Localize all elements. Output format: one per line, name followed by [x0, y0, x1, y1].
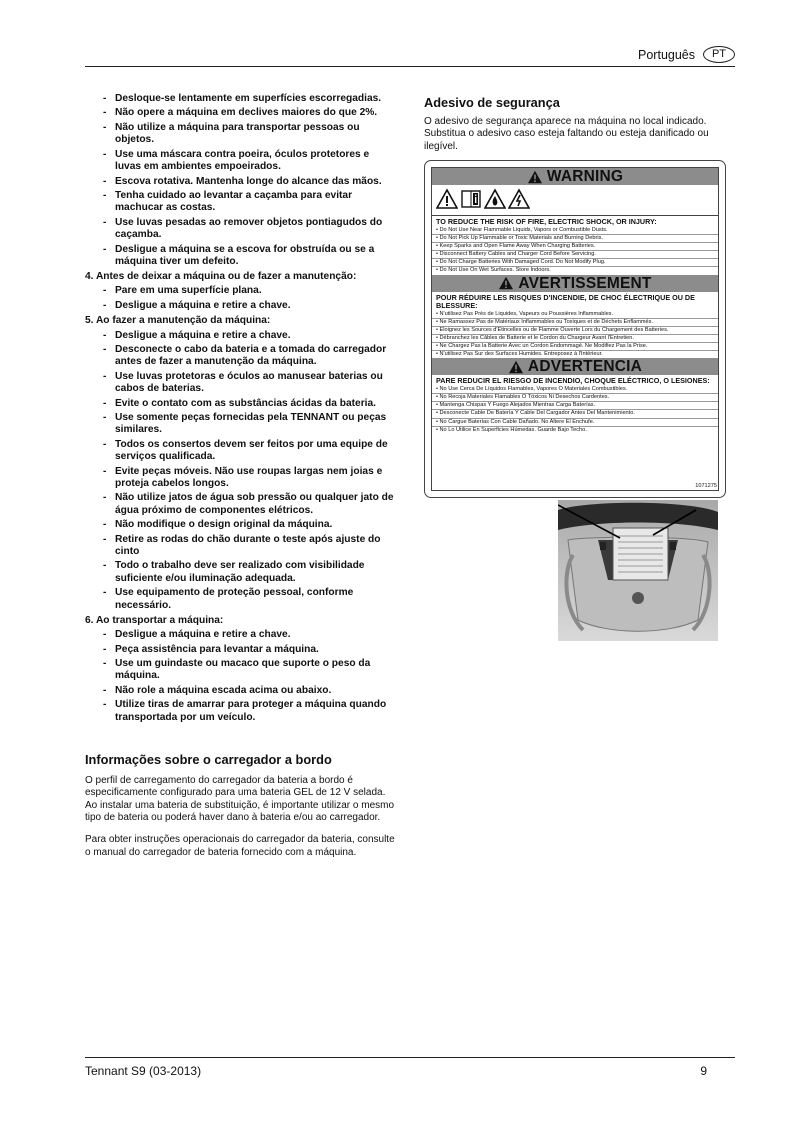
- warning-triangle-icon: [436, 188, 458, 210]
- list-item: - Desligue a máquina e retire a chave.: [85, 300, 395, 312]
- decal-part-number: 1071275: [695, 483, 717, 489]
- numbered-item-6: 6. Ao transportar a máquina:: [85, 614, 224, 626]
- list-item: - Use somente peças fornecidas pela TENNANT ou peças similares.: [85, 412, 395, 437]
- list-item: - Evite peças móveis. Não use roupas largas nem joias e proteja cabelos longos.: [85, 466, 395, 491]
- list-item: - Não opere a máquina em declives maiores do que 2%.: [85, 107, 395, 119]
- list-item: - Peça assistência para levantar a máquina.: [85, 644, 395, 656]
- list-item: - Use luvas protetoras e óculos ao manusear baterias ou cabos de baterias.: [85, 371, 395, 396]
- list-item: - Utilize tiras de amarrar para proteger a máquina quando transportada por um veículo.: [85, 699, 395, 724]
- safety-decal-inner: [431, 167, 719, 491]
- page-footer: [85, 1057, 735, 1080]
- advertencia-line: • No Use Cerca De Líquidos Flamables, Vapores Ó Materiales Combustibles.: [436, 386, 628, 393]
- list-item: - Use uma máscara contra poeira, óculos protetores e luvas em ambientes empoeirados.: [85, 149, 395, 174]
- advertencia-bar: [432, 358, 718, 375]
- language-badge: PT: [703, 46, 735, 63]
- page-header: [85, 44, 735, 67]
- list-item: - Evite o contato com as substâncias ácidas da bateria.: [85, 398, 395, 410]
- numbered-item-5: 5. Ao fazer a manutenção da máquina:: [85, 315, 271, 327]
- avertissement-line: • Éloignez les Sources d'Étincelles ou de Flamme Ouverte Lors du Chargement des Batteries.: [432, 326, 718, 334]
- advertencia-line: • Desconecte Cable De Batería Y Cable Del Cargador Antes Del Mantenimiento.: [432, 409, 718, 417]
- warning-lines: [432, 227, 718, 275]
- safety-label-title: Adesivo de segurança: [424, 95, 560, 110]
- electric-shock-icon: [508, 188, 530, 210]
- avertissement-heading: POUR RÉDUIRE LES RISQUES D'INCENDIE, DE CHOC ÉLECTRIQUE OU DE BLESSURE:: [436, 292, 695, 310]
- item-6-bullets: [85, 629, 395, 724]
- avertissement-line: • Ne Ramassez Pas de Matériaux Inflammables ou Toxiques et de Déchets Enflammés.: [432, 318, 718, 326]
- pictogram-row: [432, 185, 718, 215]
- safety-bullets-continued: [85, 93, 395, 268]
- numbered-item-4: 4. Antes de deixar a máquina ou de fazer a manutenção:: [85, 271, 357, 283]
- list-item: - Não role a máquina escada acima ou abaixo.: [85, 685, 395, 697]
- warning-line: • Keep Sparks and Open Flame Away When Charging Batteries.: [432, 242, 718, 250]
- left-column: [85, 93, 395, 869]
- list-item: - Tenha cuidado ao levantar a caçamba para evitar machucar as costas.: [85, 190, 395, 215]
- fire-hazard-icon: [484, 188, 506, 210]
- list-item: - Desconecte o cabo da bateria e a tomada do carregador antes de fazer a manutenção da máquina.: [85, 344, 395, 369]
- advertencia-line: • No Lo Utilice En Superficies Húmedas. Guarde Bajo Techo.: [432, 426, 718, 434]
- document-title: Tennant S9 (03-2013): [85, 1064, 202, 1078]
- list-item: - Desligue a máquina se a escova for obstruída ou se a máquina tiver um defeito.: [85, 244, 395, 269]
- right-column: [424, 95, 734, 163]
- list-item: - Escova rotativa. Mantenha longe do alcance das mãos.: [85, 176, 395, 188]
- list-item: - Todos os consertos devem ser feitos por uma equipe de serviços qualificada.: [85, 439, 395, 464]
- list-item: - Não modifique o design original da máquina.: [85, 519, 395, 531]
- avertissement-bar: [432, 275, 718, 292]
- list-item: - Use luvas pesadas ao remover objetos pontiagudos do caçamba.: [85, 217, 395, 242]
- warning-line: • Disconnect Battery Cables and Charger Cord Before Servicing.: [432, 250, 718, 258]
- advertencia-lines: [432, 386, 718, 434]
- language-indicator: [638, 46, 735, 63]
- safety-decal: [424, 160, 726, 498]
- list-item: - Desligue a máquina e retire a chave.: [85, 629, 395, 641]
- advertencia-line: • Mantenga Chispas Y Fuego Alejados Mientras Carga Baterías.: [432, 401, 718, 409]
- list-item: - Pare em uma superfície plana.: [85, 285, 395, 297]
- advertencia-heading: PARE REDUCIR EL RIESGO DE INCENDIO, CHOQUE ELÉCTRICO, O LESIONES:: [436, 376, 710, 386]
- list-item: - Use um guindaste ou macaco que suporte o peso da máquina.: [85, 658, 395, 683]
- list-item: - Desligue a máquina e retire a chave.: [85, 330, 395, 342]
- avertissement-title: AVERTISSEMENT: [518, 274, 652, 292]
- warning-triangle-icon: [508, 360, 524, 374]
- list-item: - Use equipamento de proteção pessoal, conforme necessário.: [85, 587, 395, 612]
- charger-paragraph-1: O perfil de carregamento do carregador da bateria a bordo é especificamente configurado para uma bateria GEL de 12 V selada. Ao instalar uma bateria de substituição, é importante utilizar o mesmo tipo de bateria ou poderá haver dano à bateria e/ou ao carregador.: [85, 775, 395, 824]
- advertencia-title: ADVERTENCIA: [527, 358, 643, 376]
- warning-line: • Do Not Use Near Flammable Liquids, Vapors or Combustible Dusts.: [436, 227, 608, 233]
- list-item: - Não utilize a máquina para transportar pessoas ou objetos.: [85, 122, 395, 147]
- warning-triangle-icon: [527, 170, 543, 184]
- item-5-bullets: [85, 330, 395, 612]
- charger-paragraph-2: Para obter instruções operacionais do carregador da bateria, consulte o manual do carregador de bateria fornecido com a máquina.: [85, 834, 395, 858]
- advertencia-line: • No Recoja Materiales Flamables Ó Tóxicos Ni Desechos Cardentes.: [432, 393, 718, 401]
- avertissement-lines: [432, 311, 718, 359]
- list-item: - Retire as rodas do chão durante o teste após ajuste do cinto: [85, 534, 395, 559]
- avertissement-line: • Débranchez les Câbles de Batterie et le Cordon du Chargeur Avant l'Entretien.: [432, 334, 718, 342]
- avertissement-line: • Ne Chargez Pas la Batterie Avec un Cordon Endommagé. Ne Modifiez Pas la Prise.: [432, 342, 718, 350]
- list-item: - Não utilize jatos de água sob pressão ou qualquer jato de água próximo de componentes elétricos.: [85, 492, 395, 517]
- advertencia-line: • No Cargue Baterías Con Cable Dañado. No Altere El Enchufe.: [432, 418, 718, 426]
- charger-section-title: Informações sobre o carregador a bordo: [85, 752, 332, 768]
- warning-bar: [432, 168, 718, 185]
- safety-label-intro: O adesivo de segurança aparece na máquina no local indicado. Substitua o adesivo caso esteja faltando ou esteja danificado ou ilegível.: [424, 116, 709, 152]
- list-item: - Desloque-se lentamente em superfícies escorregadias.: [85, 93, 395, 105]
- warning-line: • Do Not Use On Wet Surfaces. Store Indoors.: [432, 266, 718, 274]
- language-label: Português: [638, 47, 695, 62]
- warning-title: WARNING: [546, 168, 624, 185]
- warning-line: • Do Not Pick Up Flammable or Toxic Materials and Burning Debris.: [432, 234, 718, 242]
- manual-info-icon: [460, 188, 482, 210]
- machine-photo-illustration: [558, 500, 718, 641]
- warning-triangle-icon: [498, 276, 514, 290]
- decal-location-photo: [558, 500, 718, 641]
- list-item: - Todo o trabalho deve ser realizado com visibilidade suficiente e/ou iluminação adequada.: [85, 560, 395, 585]
- avertissement-line: • N'utilisez Pas Sur des Surfaces Humides. Entreposez à l'Intérieur.: [432, 350, 718, 358]
- item-4-bullets: [85, 285, 395, 312]
- warning-line: • Do Not Charge Batteries With Damaged Cord. Do Not Modify Plug.: [432, 258, 718, 266]
- avertissement-line: • N'utilisez Pas Près de Liquides, Vapeurs ou Poussières Inflammables.: [436, 310, 614, 317]
- page-number: 9: [700, 1064, 707, 1078]
- warning-heading: TO REDUCE THE RISK OF FIRE, ELECTRIC SHOCK, OR INJURY:: [432, 215, 718, 227]
